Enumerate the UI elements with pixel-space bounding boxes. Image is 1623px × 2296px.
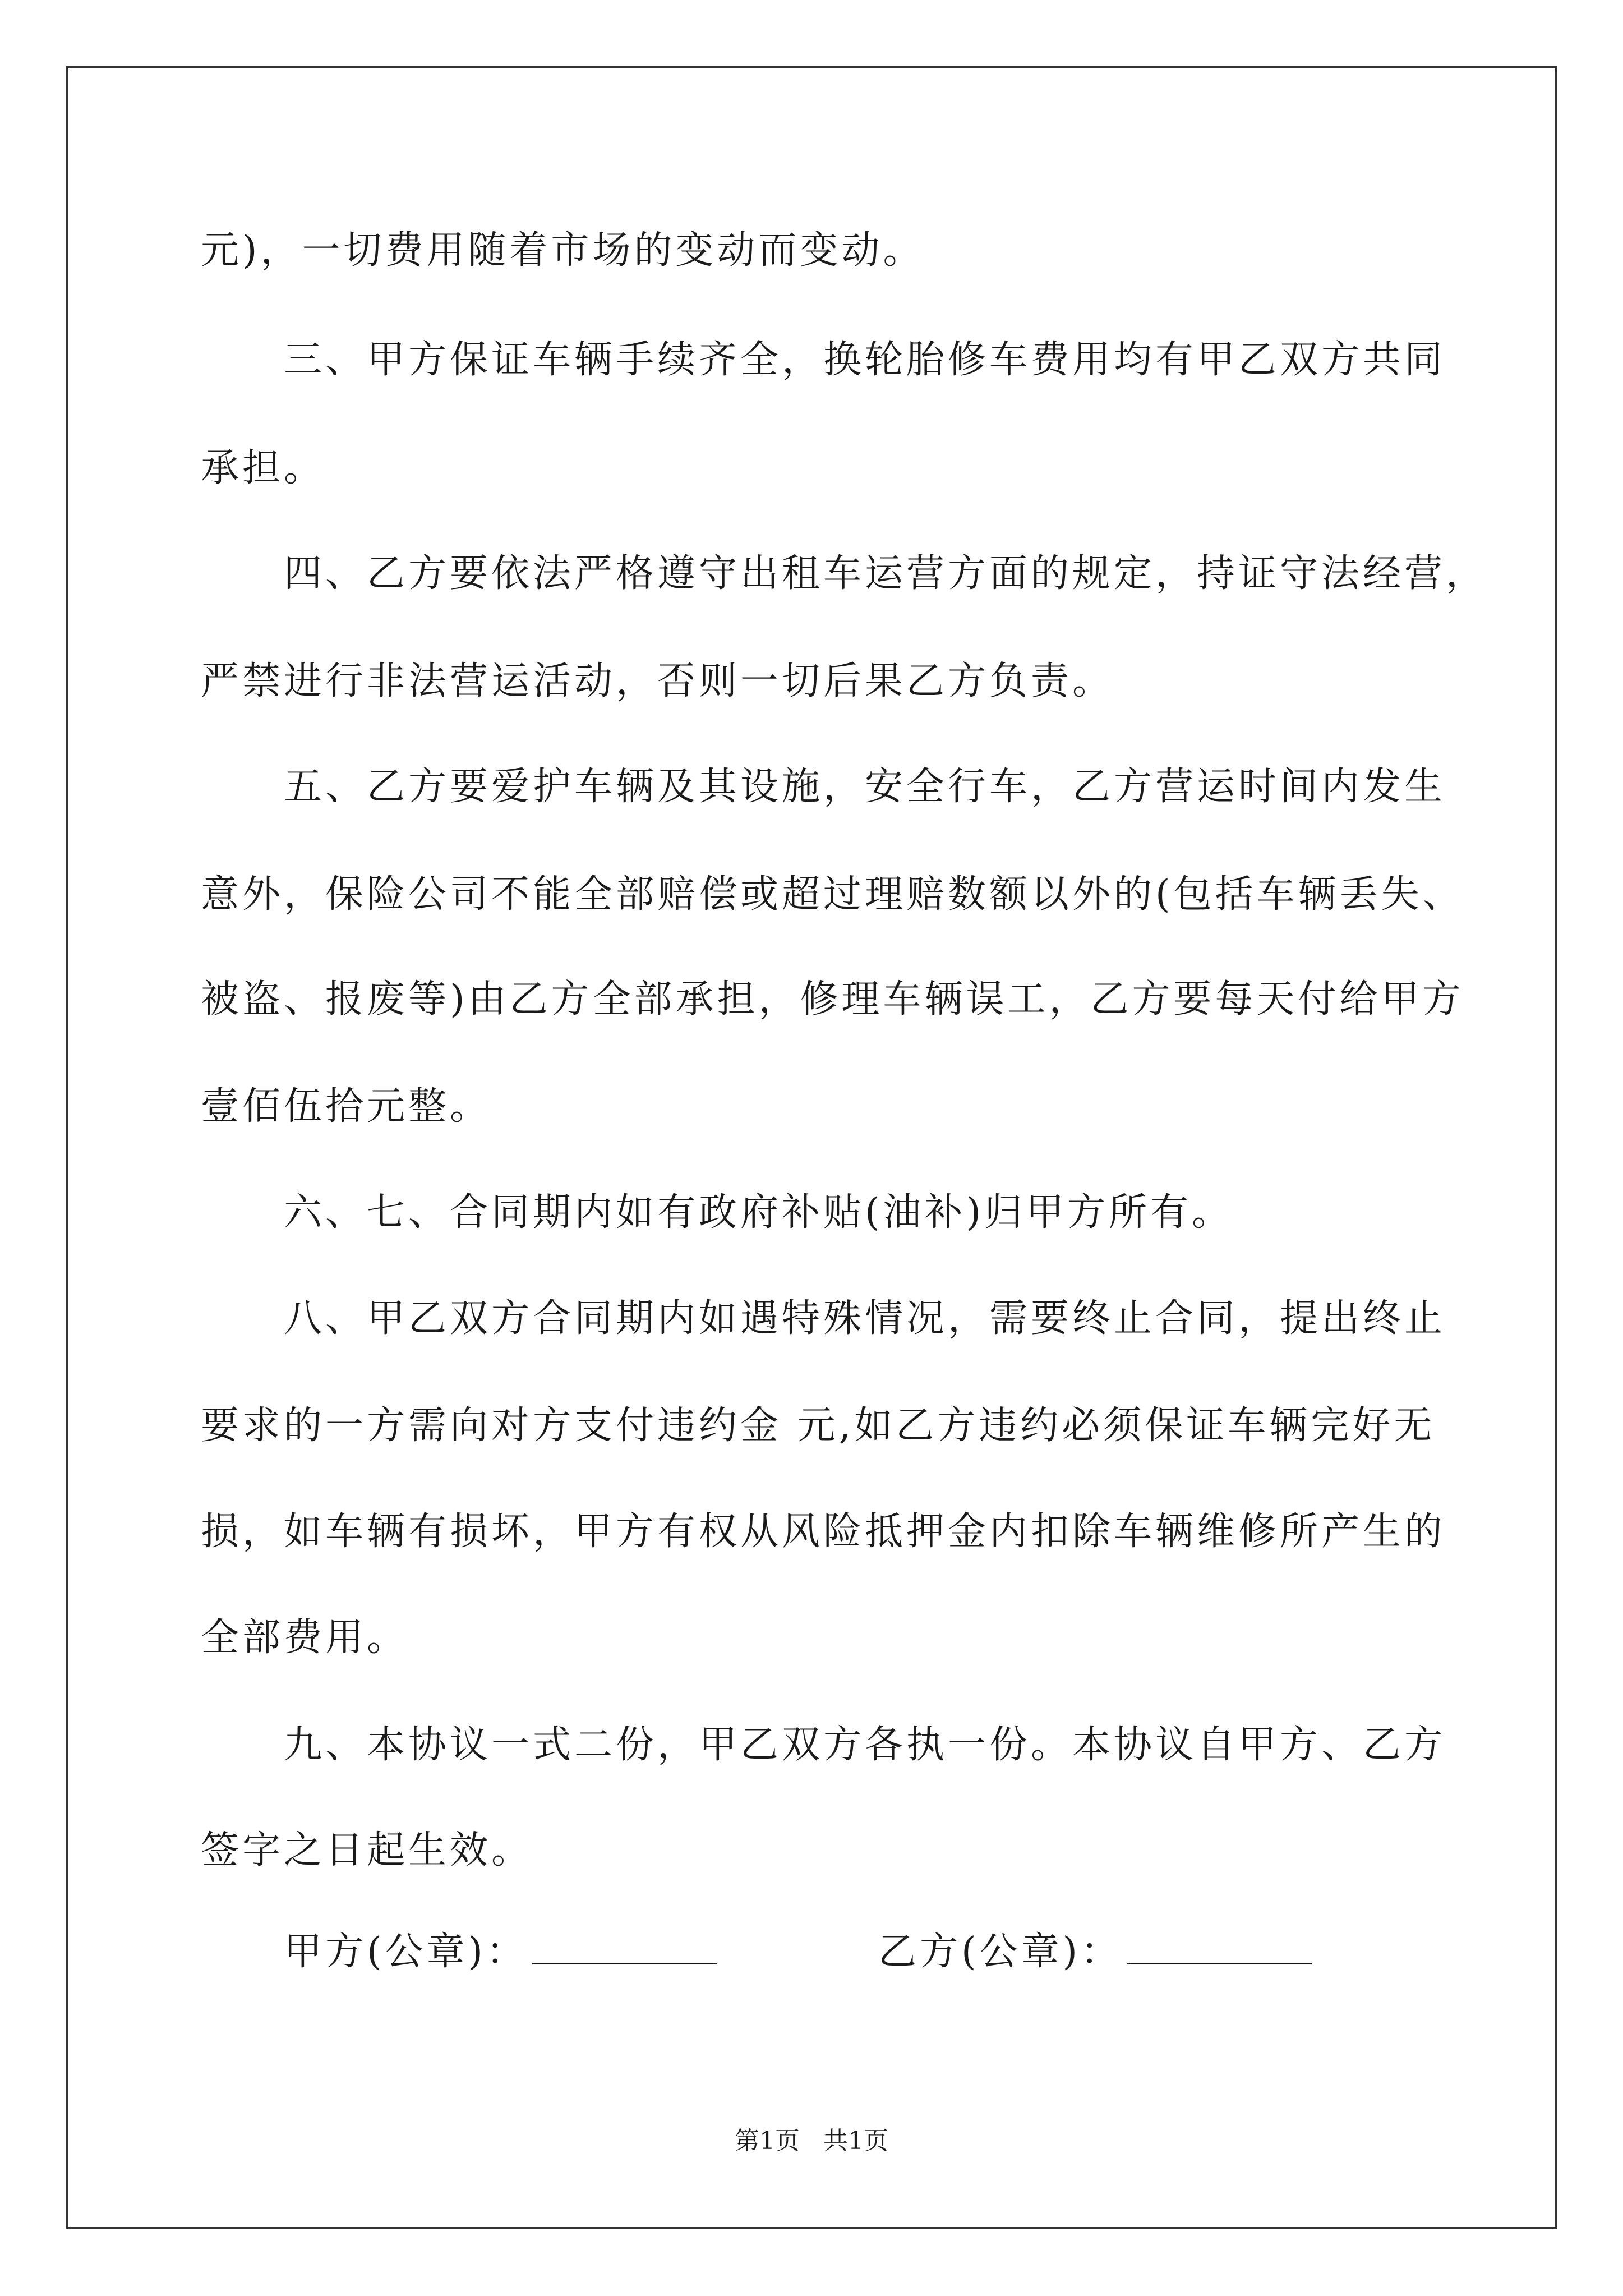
paragraph-line: 签字之日起生效。 xyxy=(201,1828,533,1872)
paragraph-line: 被盗、报废等)由乙方全部承担，修理车辆误工，乙方要每天付给甲方 xyxy=(201,977,1464,1022)
paragraph-line: 四、乙方要依法严格遵守出租车运营方面的规定，持证守法经营， xyxy=(284,551,1488,596)
party-b-signature-line xyxy=(1127,1929,1312,1964)
page-frame xyxy=(66,66,1557,2229)
paragraph-line: 五、乙方要爱护车辆及其设施，安全行车，乙方营运时间内发生 xyxy=(284,765,1446,809)
party-b-label: 乙方(公章)： xyxy=(878,1930,1123,1974)
party-a-signature xyxy=(284,1927,717,1977)
paragraph-line: 全部费用。 xyxy=(201,1616,409,1660)
paragraph-line: 要求的一方需向对方支付违约金 元,如乙方违约必须保证车辆完好无 xyxy=(201,1404,1436,1448)
paragraph-line: 元)，一切费用随着市场的变动而变动。 xyxy=(201,228,925,273)
paragraph-line: 承担。 xyxy=(201,446,326,490)
party-a-signature-line xyxy=(532,1929,717,1964)
paragraph-line: 壹佰伍拾元整。 xyxy=(201,1084,492,1129)
page-number-footer: 第1页 共1页 xyxy=(735,2127,888,2155)
signature-row xyxy=(284,1927,1405,1983)
paragraph-line: 意外，保险公司不能全部赔偿或超过理赔数额以外的(包括车辆丢失、 xyxy=(201,872,1464,917)
paragraph-line: 严禁进行非法营运活动，否则一切后果乙方负责。 xyxy=(201,659,1114,703)
paragraph-line: 三、甲方保证车辆手续齐全，换轮胎修车费用均有甲乙双方共同 xyxy=(284,338,1446,382)
paragraph-line: 损，如车辆有损坏，甲方有权从风险抵押金内扣除车辆维修所产生的 xyxy=(201,1510,1446,1554)
paragraph-line: 六、七、合同期内如有政府补贴(油补)归甲方所有。 xyxy=(284,1190,1234,1235)
paragraph-line: 八、甲乙双方合同期内如遇特殊情况，需要终止合同，提出终止 xyxy=(284,1296,1446,1341)
party-b-signature xyxy=(878,1927,1312,1977)
paragraph-line: 九、本协议一式二份，甲乙双方各执一份。本协议自甲方、乙方 xyxy=(284,1723,1446,1767)
party-a-label: 甲方(公章)： xyxy=(284,1930,528,1974)
